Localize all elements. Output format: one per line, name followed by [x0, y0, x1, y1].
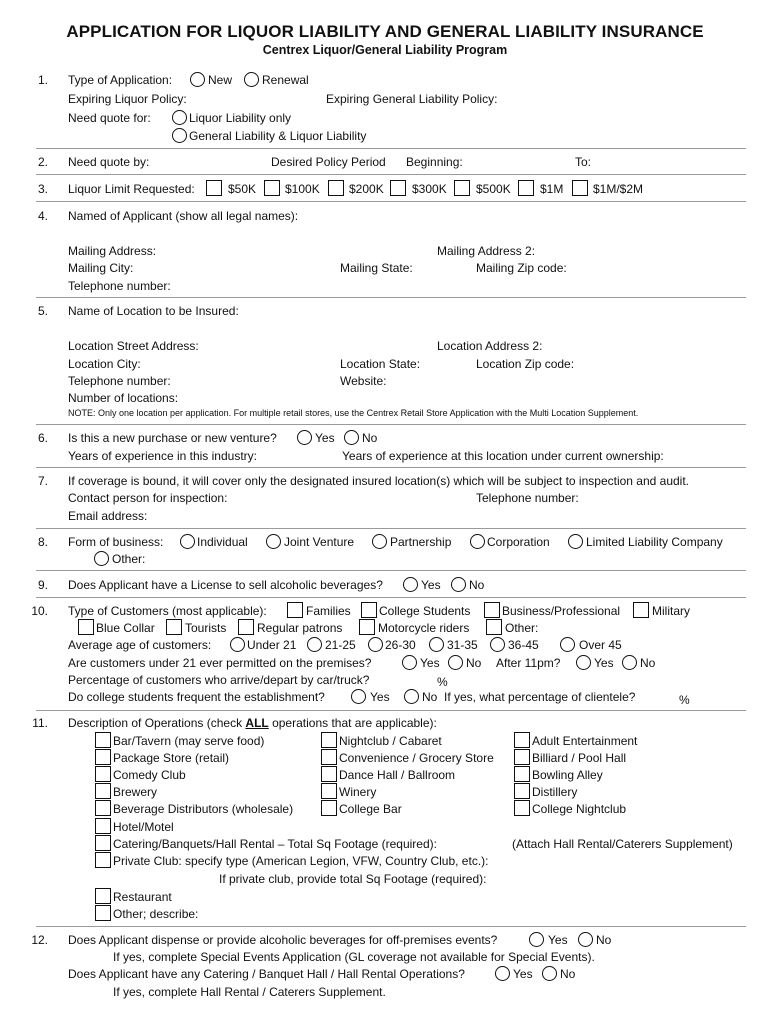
expiring-gl-policy-label: Expiring General Liability Policy:	[326, 92, 498, 106]
after-11pm-no-radio[interactable]	[622, 655, 637, 670]
section-3-number: 3.	[37, 182, 48, 196]
under-21-yes-label: Yes	[420, 656, 440, 670]
section-11-number: 11.	[32, 716, 48, 730]
catering-ops-no-radio[interactable]	[542, 966, 557, 981]
license-no-radio[interactable]	[451, 577, 466, 592]
brewery-checkbox[interactable]	[95, 783, 111, 799]
applicant-telephone-label: Telephone number:	[68, 279, 171, 293]
limit-1m-checkbox[interactable]	[518, 180, 534, 196]
new-purchase-no-label: No	[362, 431, 378, 445]
to-label: To:	[575, 155, 592, 169]
business-professional-label: Business/Professional	[502, 604, 621, 618]
location-zip-label: Location Zip code:	[476, 357, 575, 371]
liquor-only-radio[interactable]	[172, 110, 187, 125]
divider	[36, 424, 746, 425]
regular-patrons-checkbox[interactable]	[238, 619, 254, 635]
package-store-checkbox[interactable]	[95, 749, 111, 765]
college-bar-checkbox[interactable]	[321, 800, 337, 816]
section-7-number: 7.	[37, 474, 48, 488]
billiard-pool-label: Billiard / Pool Hall	[532, 751, 627, 765]
corporation-label: Corporation	[487, 535, 550, 549]
divider	[36, 467, 746, 468]
section-10-number: 10.	[31, 604, 48, 618]
winery-checkbox[interactable]	[321, 783, 337, 799]
college-students-checkbox[interactable]	[361, 602, 377, 618]
inspection-contact-label: Contact person for inspection:	[68, 491, 228, 505]
number-of-locations-label: Number of locations:	[68, 391, 179, 405]
divider	[36, 710, 746, 711]
bar-tavern-checkbox[interactable]	[95, 732, 111, 748]
limit-1m-label: $1M	[540, 182, 564, 196]
limit-500k-label: $500K	[476, 182, 511, 196]
bowling-alley-checkbox[interactable]	[514, 766, 530, 782]
restaurant-label: Restaurant	[113, 890, 172, 904]
age-over-45-radio[interactable]	[560, 637, 575, 652]
blue-collar-checkbox[interactable]	[78, 619, 94, 635]
section-8-number: 8.	[37, 535, 48, 549]
years-industry-label: Years of experience in this industry:	[68, 449, 257, 463]
type-of-application-label: Type of Application:	[68, 73, 173, 87]
partnership-radio[interactable]	[372, 534, 387, 549]
joint-venture-radio[interactable]	[266, 534, 281, 549]
adult-entertainment-checkbox[interactable]	[514, 732, 530, 748]
convenience-grocery-label: Convenience / Grocery Store	[339, 751, 494, 765]
section-9-number: 9.	[37, 578, 48, 592]
form-title: APPLICATION FOR LIQUOR LIABILITY AND GENERAL LIABILITY INSURANCE	[66, 22, 704, 41]
age-36-45-radio[interactable]	[490, 637, 505, 652]
limit-200k-label: $200K	[349, 182, 384, 196]
college-bar-label: College Bar	[339, 802, 402, 816]
individual-label: Individual	[197, 535, 248, 549]
age-31-35-radio[interactable]	[429, 637, 444, 652]
military-checkbox[interactable]	[633, 602, 649, 618]
limit-200k-checkbox[interactable]	[328, 180, 344, 196]
college-no-radio[interactable]	[404, 689, 419, 704]
catering-ops-yes-radio[interactable]	[495, 966, 510, 981]
age-31-35-label: 31-35	[447, 638, 478, 652]
special-events-note: If yes, complete Special Events Application (GL coverage not available for Special Events).	[113, 950, 595, 964]
beverage-distributors-checkbox[interactable]	[95, 800, 111, 816]
college-students-question: Do college students frequent the establishment?	[68, 690, 325, 704]
divider	[36, 570, 746, 571]
off-premises-no-label: No	[596, 933, 612, 947]
new-purchase-yes-radio[interactable]	[297, 430, 312, 445]
under-21-question: Are customers under 21 ever permitted on the premises?	[68, 656, 372, 670]
tourists-label: Tourists	[185, 621, 227, 635]
mailing-city-label: Mailing City:	[68, 261, 134, 275]
catering-ops-yes-label: Yes	[513, 967, 533, 981]
joint-venture-label: Joint Venture	[284, 535, 355, 549]
package-store-label: Package Store (retail)	[113, 751, 230, 765]
age-under-21-radio[interactable]	[230, 637, 245, 652]
license-no-label: No	[469, 578, 485, 592]
car-truck-percentage-label: Percentage of customers who arrive/depart by car/truck?	[68, 673, 370, 687]
operations-label-pre: Description of Operations (check	[68, 716, 246, 730]
hotel-motel-checkbox[interactable]	[95, 818, 111, 834]
beginning-label: Beginning:	[406, 155, 463, 169]
need-quote-for-label: Need quote for:	[68, 111, 151, 125]
average-age-label: Average age of customers:	[68, 638, 212, 652]
nightclub-cabaret-checkbox[interactable]	[321, 732, 337, 748]
under-21-yes-radio[interactable]	[402, 655, 417, 670]
license-question: Does Applicant have a License to sell alcoholic beverages?	[68, 578, 383, 592]
divider	[36, 201, 746, 202]
car-truck-percent-sign: %	[437, 675, 448, 689]
catering-checkbox[interactable]	[95, 835, 111, 851]
single-location-note: NOTE: Only one location per application. For multiple retail stores, use the Centrex Retail Store Application with the Multi Location Supplement.	[68, 408, 639, 418]
billiard-pool-checkbox[interactable]	[514, 749, 530, 765]
location-city-label: Location City:	[68, 357, 141, 371]
section-5-number: 5.	[37, 304, 48, 318]
private-club-checkbox[interactable]	[95, 852, 111, 868]
regular-patrons-label: Regular patrons	[257, 621, 343, 635]
attach-hall-rental-note: (Attach Hall Rental/Caterers Supplement)	[512, 837, 733, 851]
mailing-address-2-label: Mailing Address 2:	[437, 244, 536, 258]
corporation-radio[interactable]	[470, 534, 485, 549]
new-purchase-yes-label: Yes	[315, 431, 335, 445]
divider	[36, 148, 746, 149]
contact-telephone-label: Telephone number:	[476, 491, 579, 505]
beverage-distributors-label: Beverage Distributors (wholesale)	[113, 802, 294, 816]
partnership-label: Partnership	[390, 535, 452, 549]
off-premises-yes-label: Yes	[548, 933, 568, 947]
email-address-label: Email address:	[68, 509, 148, 523]
college-nightclub-label: College Nightclub	[532, 802, 627, 816]
business-other-radio[interactable]	[94, 551, 109, 566]
divider	[36, 297, 746, 298]
years-location-label: Years of experience at this location under current ownership:	[342, 449, 664, 463]
operations-label-all: ALL	[245, 716, 269, 730]
age-21-25-label: 21-25	[325, 638, 356, 652]
llc-label: Limited Liability Company	[586, 535, 723, 549]
limit-1m-2m-checkbox[interactable]	[572, 180, 588, 196]
liquor-only-label: Liquor Liability only	[189, 111, 292, 125]
distillery-label: Distillery	[532, 785, 578, 799]
age-26-30-label: 26-30	[385, 638, 416, 652]
nightclub-cabaret-label: Nightclub / Cabaret	[339, 734, 442, 748]
liquor-limit-label: Liquor Limit Requested:	[68, 182, 195, 196]
license-yes-radio[interactable]	[403, 577, 418, 592]
after-11pm-yes-label: Yes	[594, 656, 614, 670]
college-nightclub-checkbox[interactable]	[514, 800, 530, 816]
adult-entertainment-label: Adult Entertainment	[532, 734, 638, 748]
operations-label	[68, 716, 437, 730]
distillery-checkbox[interactable]	[514, 783, 530, 799]
location-street-label: Location Street Address:	[68, 339, 199, 353]
section-1-number: 1.	[37, 73, 48, 87]
mailing-address-label: Mailing Address:	[68, 244, 157, 258]
college-yes-label: Yes	[370, 690, 390, 704]
location-address-2-label: Location Address 2:	[437, 339, 543, 353]
catering-ops-no-label: No	[560, 967, 576, 981]
customer-type-label: Type of Customers (most applicable):	[68, 604, 267, 618]
age-36-45-label: 36-45	[508, 638, 539, 652]
winery-label: Winery	[339, 785, 377, 799]
dance-hall-label: Dance Hall / Ballroom	[339, 768, 456, 782]
gl-and-liquor-label: General Liability & Liquor Liability	[189, 129, 367, 143]
section-6-number: 6.	[37, 431, 48, 445]
divider	[36, 174, 746, 175]
bowling-alley-label: Bowling Alley	[532, 768, 603, 782]
families-label: Families	[306, 604, 351, 618]
blue-collar-label: Blue Collar	[96, 621, 155, 635]
section-12-number: 12.	[31, 933, 48, 947]
private-club-label: Private Club: specify type (American Legion, VFW, Country Club, etc.):	[113, 854, 489, 868]
expiring-liquor-policy-label: Expiring Liquor Policy:	[68, 92, 187, 106]
license-yes-label: Yes	[421, 578, 441, 592]
comedy-club-label: Comedy Club	[113, 768, 186, 782]
divider	[36, 926, 746, 927]
age-under-21-label: Under 21	[247, 638, 297, 652]
form-of-business-label: Form of business:	[68, 535, 164, 549]
after-11pm-no-label: No	[640, 656, 656, 670]
individual-radio[interactable]	[180, 534, 195, 549]
clientele-percent-sign: %	[679, 693, 690, 707]
under-21-no-label: No	[466, 656, 482, 670]
convenience-grocery-checkbox[interactable]	[321, 749, 337, 765]
catering-label: Catering/Banquets/Hall Rental – Total Sq Footage (required):	[113, 837, 437, 851]
renewal-radio[interactable]	[244, 72, 259, 87]
restaurant-checkbox[interactable]	[95, 888, 111, 904]
operations-other-checkbox[interactable]	[95, 905, 111, 921]
after-11pm-label: After 11pm?	[496, 656, 561, 670]
llc-radio[interactable]	[568, 534, 583, 549]
section-4-number: 4.	[37, 209, 48, 223]
new-label: New	[208, 73, 233, 87]
new-radio[interactable]	[190, 72, 205, 87]
private-club-sqft-label: If private club, provide total Sq Footage (required):	[219, 872, 487, 886]
limit-500k-checkbox[interactable]	[454, 180, 470, 196]
new-purchase-question: Is this a new purchase or new venture?	[68, 431, 277, 445]
tourists-checkbox[interactable]	[166, 619, 182, 635]
military-label: Military	[652, 604, 690, 618]
customer-other-checkbox[interactable]	[486, 619, 502, 635]
business-other-label: Other:	[112, 552, 146, 566]
coverage-inspection-statement: If coverage is bound, it will cover only the designated insured location(s) which will be subject to inspection and audit.	[68, 474, 690, 488]
off-premises-no-radio[interactable]	[578, 932, 593, 947]
college-students-label: College Students	[379, 604, 471, 618]
off-premises-question: Does Applicant dispense or provide alcoholic beverages for off-premises events?	[68, 933, 498, 947]
operations-other-label: Other; describe:	[113, 907, 199, 921]
limit-50k-label: $50K	[228, 182, 257, 196]
hall-rental-supplement-note: If yes, complete Hall Rental / Caterers Supplement.	[113, 985, 386, 999]
location-name-label: Name of Location to be Insured:	[68, 304, 239, 318]
bar-tavern-label: Bar/Tavern (may serve food)	[113, 734, 265, 748]
college-yes-radio[interactable]	[351, 689, 366, 704]
limit-100k-label: $100K	[285, 182, 320, 196]
mailing-state-label: Mailing State:	[340, 261, 413, 275]
divider	[36, 597, 746, 598]
form-subtitle: Centrex Liquor/General Liability Program	[262, 43, 508, 57]
clientele-percentage-label: If yes, what percentage of clientele?	[444, 690, 636, 704]
catering-operations-question: Does Applicant have any Catering / Banquet Hall / Hall Rental Operations?	[68, 967, 465, 981]
renewal-label: Renewal	[262, 73, 309, 87]
desired-policy-period-label: Desired Policy Period	[271, 155, 386, 169]
mailing-zip-label: Mailing Zip code:	[476, 261, 567, 275]
comedy-club-checkbox[interactable]	[95, 766, 111, 782]
age-26-30-radio[interactable]	[368, 637, 383, 652]
brewery-label: Brewery	[113, 785, 158, 799]
motorcycle-riders-checkbox[interactable]	[359, 619, 375, 635]
divider	[36, 528, 746, 529]
business-professional-checkbox[interactable]	[484, 602, 500, 618]
age-21-25-radio[interactable]	[307, 637, 322, 652]
limit-100k-checkbox[interactable]	[264, 180, 280, 196]
limit-50k-checkbox[interactable]	[206, 180, 222, 196]
off-premises-yes-radio[interactable]	[529, 932, 544, 947]
age-over-45-label: Over 45	[579, 638, 622, 652]
families-checkbox[interactable]	[287, 602, 303, 618]
need-quote-by-label: Need quote by:	[68, 155, 150, 169]
gl-and-liquor-radio[interactable]	[172, 128, 187, 143]
section-2-number: 2.	[37, 155, 48, 169]
operations-label-post: operations that are applicable):	[268, 716, 437, 730]
location-state-label: Location State:	[340, 357, 421, 371]
limit-1m-2m-label: $1M/$2M	[593, 182, 644, 196]
dance-hall-checkbox[interactable]	[321, 766, 337, 782]
limit-300k-checkbox[interactable]	[390, 180, 406, 196]
named-applicant-label: Named of Applicant (show all legal names):	[68, 209, 299, 223]
motorcycle-riders-label: Motorcycle riders	[378, 621, 470, 635]
new-purchase-no-radio[interactable]	[344, 430, 359, 445]
under-21-no-radio[interactable]	[448, 655, 463, 670]
customer-other-label: Other:	[505, 621, 539, 635]
hotel-motel-label: Hotel/Motel	[113, 820, 174, 834]
after-11pm-yes-radio[interactable]	[576, 655, 591, 670]
website-label: Website:	[340, 374, 387, 388]
limit-300k-label: $300K	[412, 182, 447, 196]
college-no-label: No	[422, 690, 438, 704]
location-telephone-label: Telephone number:	[68, 374, 171, 388]
